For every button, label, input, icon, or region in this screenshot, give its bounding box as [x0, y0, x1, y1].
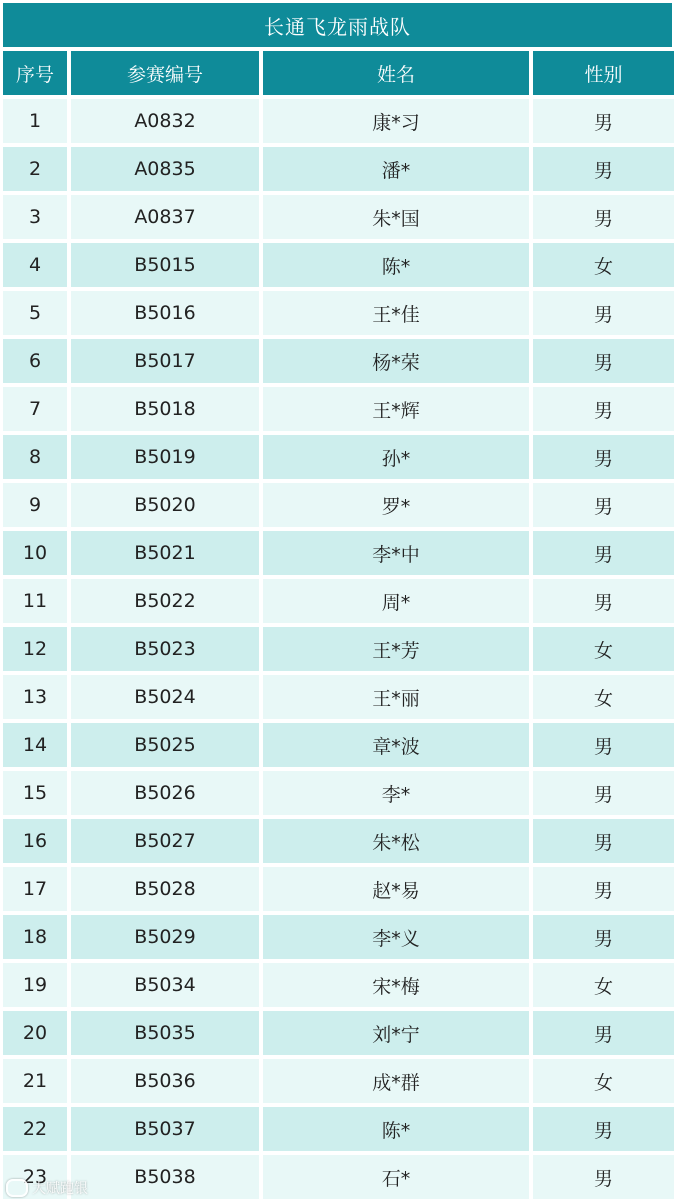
- cell-bib-number: B5035: [71, 1011, 259, 1055]
- cell-bib-number: B5021: [71, 531, 259, 575]
- table-row: [3, 483, 672, 527]
- cell-gender: 男: [533, 867, 674, 911]
- cell-name: 罗*: [263, 483, 529, 527]
- cell-bib-number: B5025: [71, 723, 259, 767]
- cell-name: 周*: [263, 579, 529, 623]
- cell-index: 10: [3, 531, 67, 575]
- cell-name: 王*佳: [263, 291, 529, 335]
- table-row: [3, 1059, 672, 1103]
- cell-gender: 女: [533, 627, 674, 671]
- table-body: [3, 99, 672, 1199]
- table-row: [3, 243, 672, 287]
- cell-index: 14: [3, 723, 67, 767]
- cell-gender: 男: [533, 915, 674, 959]
- cell-bib-number: B5017: [71, 339, 259, 383]
- watermark-logo-icon: [6, 1179, 28, 1197]
- cell-index: 21: [3, 1059, 67, 1103]
- cell-name: 李*中: [263, 531, 529, 575]
- cell-name: 章*波: [263, 723, 529, 767]
- table-row: [3, 531, 672, 575]
- cell-index: 16: [3, 819, 67, 863]
- table-row: [3, 147, 672, 191]
- cell-index: 8: [3, 435, 67, 479]
- cell-bib-number: B5024: [71, 675, 259, 719]
- column-header-bib: 参赛编号: [71, 51, 259, 95]
- cell-index: 17: [3, 867, 67, 911]
- cell-index: 18: [3, 915, 67, 959]
- cell-name: 王*丽: [263, 675, 529, 719]
- cell-gender: 男: [533, 819, 674, 863]
- watermark: [6, 1178, 88, 1198]
- table-row: [3, 99, 672, 143]
- cell-name: 陈*: [263, 243, 529, 287]
- cell-name: 刘*宁: [263, 1011, 529, 1055]
- cell-gender: 男: [533, 1107, 674, 1151]
- cell-bib-number: B5027: [71, 819, 259, 863]
- column-header-index: 序号: [3, 51, 67, 95]
- cell-index: 23: [3, 1155, 67, 1199]
- cell-index: 1: [3, 99, 67, 143]
- cell-gender: 男: [533, 1155, 674, 1199]
- cell-name: 杨*荣: [263, 339, 529, 383]
- cell-gender: 男: [533, 387, 674, 431]
- table-row: [3, 1107, 672, 1151]
- cell-name: 石*: [263, 1155, 529, 1199]
- table-row: [3, 195, 672, 239]
- cell-bib-number: B5020: [71, 483, 259, 527]
- cell-bib-number: B5023: [71, 627, 259, 671]
- cell-bib-number: B5038: [71, 1155, 259, 1199]
- cell-gender: 男: [533, 771, 674, 815]
- table-row: [3, 819, 672, 863]
- table-row: [3, 867, 672, 911]
- cell-bib-number: B5034: [71, 963, 259, 1007]
- cell-bib-number: A0835: [71, 147, 259, 191]
- team-title: 长通飞龙雨战队: [3, 3, 672, 47]
- cell-gender: 男: [533, 291, 674, 335]
- table-row: [3, 963, 672, 1007]
- cell-name: 成*群: [263, 1059, 529, 1103]
- cell-name: 朱*松: [263, 819, 529, 863]
- table-header-row: [3, 51, 672, 95]
- cell-name: 王*芳: [263, 627, 529, 671]
- cell-gender: 男: [533, 1011, 674, 1055]
- cell-gender: 女: [533, 1059, 674, 1103]
- cell-bib-number: B5022: [71, 579, 259, 623]
- cell-bib-number: B5018: [71, 387, 259, 431]
- cell-bib-number: A0832: [71, 99, 259, 143]
- table-row: [3, 291, 672, 335]
- cell-index: 12: [3, 627, 67, 671]
- cell-index: 9: [3, 483, 67, 527]
- cell-gender: 男: [533, 483, 674, 527]
- cell-bib-number: B5037: [71, 1107, 259, 1151]
- cell-index: 3: [3, 195, 67, 239]
- cell-gender: 女: [533, 243, 674, 287]
- cell-name: 宋*梅: [263, 963, 529, 1007]
- cell-index: 15: [3, 771, 67, 815]
- cell-name: 赵*易: [263, 867, 529, 911]
- cell-gender: 男: [533, 435, 674, 479]
- cell-index: 6: [3, 339, 67, 383]
- roster-table: [3, 51, 672, 1203]
- cell-gender: 女: [533, 963, 674, 1007]
- table-row: [3, 579, 672, 623]
- table-row: [3, 771, 672, 815]
- cell-bib-number: B5029: [71, 915, 259, 959]
- cell-index: 20: [3, 1011, 67, 1055]
- cell-gender: 男: [533, 339, 674, 383]
- table-row: [3, 675, 672, 719]
- table-row: [3, 435, 672, 479]
- cell-gender: 男: [533, 99, 674, 143]
- cell-name: 朱*国: [263, 195, 529, 239]
- cell-gender: 男: [533, 723, 674, 767]
- cell-bib-number: B5016: [71, 291, 259, 335]
- cell-bib-number: A0837: [71, 195, 259, 239]
- cell-index: 7: [3, 387, 67, 431]
- cell-index: 4: [3, 243, 67, 287]
- table-row: [3, 915, 672, 959]
- column-header-name: 姓名: [263, 51, 529, 95]
- cell-bib-number: B5036: [71, 1059, 259, 1103]
- table-row: [3, 627, 672, 671]
- cell-name: 康*习: [263, 99, 529, 143]
- cell-bib-number: B5028: [71, 867, 259, 911]
- cell-bib-number: B5015: [71, 243, 259, 287]
- cell-index: 2: [3, 147, 67, 191]
- cell-name: 孙*: [263, 435, 529, 479]
- cell-index: 13: [3, 675, 67, 719]
- table-row: [3, 723, 672, 767]
- watermark-text: 大赋跑银: [32, 1181, 88, 1197]
- table-row: [3, 387, 672, 431]
- cell-gender: 男: [533, 531, 674, 575]
- cell-index: 5: [3, 291, 67, 335]
- column-header-gender: 性别: [533, 51, 674, 95]
- cell-name: 李*: [263, 771, 529, 815]
- cell-name: 李*义: [263, 915, 529, 959]
- table-row: [3, 1011, 672, 1055]
- table-row: [3, 339, 672, 383]
- cell-name: 陈*: [263, 1107, 529, 1151]
- cell-bib-number: B5026: [71, 771, 259, 815]
- cell-index: 19: [3, 963, 67, 1007]
- table-row: [3, 1155, 672, 1199]
- cell-name: 潘*: [263, 147, 529, 191]
- cell-gender: 男: [533, 195, 674, 239]
- cell-gender: 女: [533, 675, 674, 719]
- cell-name: 王*辉: [263, 387, 529, 431]
- cell-bib-number: B5019: [71, 435, 259, 479]
- cell-index: 22: [3, 1107, 67, 1151]
- cell-index: 11: [3, 579, 67, 623]
- cell-gender: 男: [533, 579, 674, 623]
- cell-gender: 男: [533, 147, 674, 191]
